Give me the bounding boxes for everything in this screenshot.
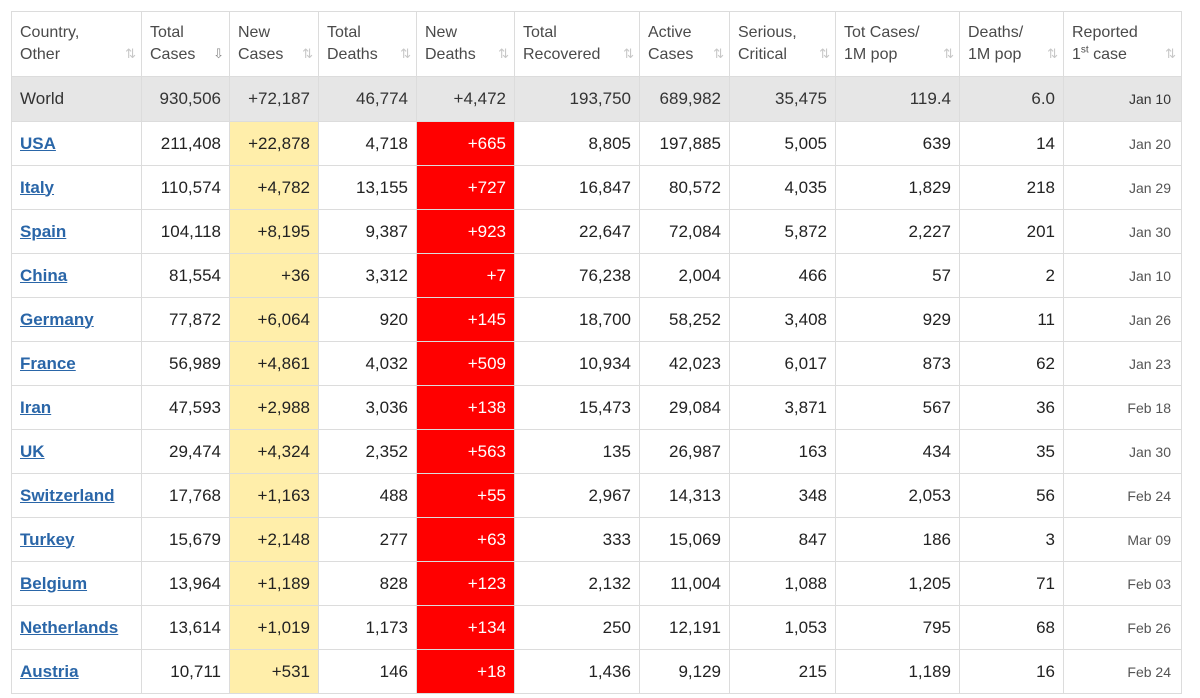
total-recovered: 250: [515, 606, 640, 650]
cases-per-million: 119.4: [836, 77, 960, 122]
active-cases: 14,313: [640, 474, 730, 518]
new-cases: +1,019: [230, 606, 319, 650]
reported-first-case: Jan 20: [1064, 122, 1182, 166]
table-row: [12, 166, 1182, 210]
total-cases: 17,768: [142, 474, 230, 518]
serious-critical: 847: [730, 518, 836, 562]
total-recovered: 16,847: [515, 166, 640, 210]
total-cases: 15,679: [142, 518, 230, 562]
active-cases: 11,004: [640, 562, 730, 606]
total-cases: 930,506: [142, 77, 230, 122]
active-cases: 9,129: [640, 650, 730, 694]
deaths-per-million: 14: [960, 122, 1064, 166]
country-link[interactable]: France: [20, 353, 76, 373]
total-cases: 211,408: [142, 122, 230, 166]
total-cases: 29,474: [142, 430, 230, 474]
sort-icon[interactable]: ⇅: [623, 47, 632, 62]
reported-first-case: Feb 26: [1064, 606, 1182, 650]
reported-first-case: Jan 30: [1064, 430, 1182, 474]
new-deaths: +563: [417, 430, 515, 474]
deaths-per-million: 3: [960, 518, 1064, 562]
active-cases: 29,084: [640, 386, 730, 430]
serious-critical: 5,872: [730, 210, 836, 254]
deaths-per-million: 201: [960, 210, 1064, 254]
active-cases: 197,885: [640, 122, 730, 166]
new-cases: +531: [230, 650, 319, 694]
sort-icon[interactable]: ⇅: [1165, 47, 1174, 62]
serious-critical: 3,408: [730, 298, 836, 342]
new-cases: +1,163: [230, 474, 319, 518]
country-link[interactable]: USA: [20, 133, 56, 153]
serious-critical: 215: [730, 650, 836, 694]
country-cell: [12, 386, 142, 430]
total-cases: 56,989: [142, 342, 230, 386]
cases-per-million: 434: [836, 430, 960, 474]
new-deaths: +55: [417, 474, 515, 518]
header-reported-first-case[interactable]: Reported 1st case ⇅: [1064, 12, 1182, 77]
serious-critical: 1,088: [730, 562, 836, 606]
country-link[interactable]: UK: [20, 441, 45, 461]
total-deaths: 4,718: [319, 122, 417, 166]
total-deaths: 920: [319, 298, 417, 342]
table-row: [12, 122, 1182, 166]
total-recovered: 15,473: [515, 386, 640, 430]
total-recovered: 8,805: [515, 122, 640, 166]
table-row: [12, 254, 1182, 298]
deaths-per-million: 68: [960, 606, 1064, 650]
country-link[interactable]: Italy: [20, 177, 55, 197]
total-deaths: 9,387: [319, 210, 417, 254]
sort-icon[interactable]: ⇅: [498, 47, 507, 62]
new-deaths: +63: [417, 518, 515, 562]
country-link[interactable]: Spain: [20, 221, 67, 241]
country-cell: [12, 606, 142, 650]
new-cases: +2,988: [230, 386, 319, 430]
reported-first-case: Jan 30: [1064, 210, 1182, 254]
table-row: [12, 518, 1182, 562]
country-cell: [12, 430, 142, 474]
header-deaths-per-million[interactable]: Deaths/ 1M pop ⇅: [960, 12, 1064, 77]
reported-first-case: Jan 23: [1064, 342, 1182, 386]
cases-per-million: 57: [836, 254, 960, 298]
sort-desc-icon[interactable]: ⇩: [213, 47, 222, 62]
active-cases: 689,982: [640, 77, 730, 122]
active-cases: 26,987: [640, 430, 730, 474]
new-cases: +4,861: [230, 342, 319, 386]
reported-first-case: Mar 09: [1064, 518, 1182, 562]
total-recovered: 135: [515, 430, 640, 474]
total-recovered: 76,238: [515, 254, 640, 298]
cases-per-million: 2,053: [836, 474, 960, 518]
total-recovered: 22,647: [515, 210, 640, 254]
total-deaths: 277: [319, 518, 417, 562]
table-row: [12, 562, 1182, 606]
country-link[interactable]: China: [20, 265, 68, 285]
new-deaths: +18: [417, 650, 515, 694]
total-deaths: 488: [319, 474, 417, 518]
active-cases: 15,069: [640, 518, 730, 562]
table-row: [12, 474, 1182, 518]
serious-critical: 163: [730, 430, 836, 474]
new-deaths: +665: [417, 122, 515, 166]
country-cell: [12, 474, 142, 518]
cases-per-million: 186: [836, 518, 960, 562]
country-link[interactable]: Austria: [20, 661, 79, 681]
new-cases: +72,187: [230, 77, 319, 122]
table-row: [12, 430, 1182, 474]
serious-critical: 4,035: [730, 166, 836, 210]
cases-per-million: 2,227: [836, 210, 960, 254]
country-link[interactable]: Switzerland: [20, 485, 115, 505]
deaths-per-million: 16: [960, 650, 1064, 694]
total-cases: 13,964: [142, 562, 230, 606]
country-cell: [12, 518, 142, 562]
country-name: World: [12, 77, 142, 122]
total-cases: 110,574: [142, 166, 230, 210]
new-deaths: +134: [417, 606, 515, 650]
sort-icon[interactable]: ⇅: [713, 47, 722, 62]
cases-per-million: 929: [836, 298, 960, 342]
cases-per-million: 1,189: [836, 650, 960, 694]
covid-table-container: [11, 11, 1181, 694]
new-cases: +36: [230, 254, 319, 298]
active-cases: 80,572: [640, 166, 730, 210]
header-active-cases[interactable]: Active Cases ⇅: [640, 12, 730, 77]
serious-critical: 5,005: [730, 122, 836, 166]
total-cases: 104,118: [142, 210, 230, 254]
new-deaths: +145: [417, 298, 515, 342]
world-total-row: [12, 77, 1182, 122]
serious-critical: 348: [730, 474, 836, 518]
header-total-cases[interactable]: Total Cases ⇩: [142, 12, 230, 77]
header-new-cases[interactable]: New Cases ⇅: [230, 12, 319, 77]
header-total-deaths[interactable]: Total Deaths ⇅: [319, 12, 417, 77]
serious-critical: 466: [730, 254, 836, 298]
header-row: [12, 12, 1182, 77]
total-recovered: 2,132: [515, 562, 640, 606]
active-cases: 72,084: [640, 210, 730, 254]
header-new-deaths[interactable]: New Deaths ⇅: [417, 12, 515, 77]
header-country[interactable]: Country, Other ⇅: [12, 12, 142, 77]
total-recovered: 18,700: [515, 298, 640, 342]
reported-first-case: Jan 26: [1064, 298, 1182, 342]
cases-per-million: 1,205: [836, 562, 960, 606]
total-recovered: 10,934: [515, 342, 640, 386]
deaths-per-million: 2: [960, 254, 1064, 298]
deaths-per-million: 218: [960, 166, 1064, 210]
total-deaths: 3,036: [319, 386, 417, 430]
country-cell: [12, 254, 142, 298]
active-cases: 12,191: [640, 606, 730, 650]
new-deaths: +7: [417, 254, 515, 298]
new-cases: +1,189: [230, 562, 319, 606]
reported-first-case: Feb 24: [1064, 650, 1182, 694]
sort-icon[interactable]: ⇅: [819, 47, 828, 62]
total-deaths: 146: [319, 650, 417, 694]
total-cases: 81,554: [142, 254, 230, 298]
total-recovered: 2,967: [515, 474, 640, 518]
table-row: [12, 650, 1182, 694]
reported-first-case: Jan 29: [1064, 166, 1182, 210]
cases-per-million: 873: [836, 342, 960, 386]
header-cases-per-million[interactable]: Tot Cases/ 1M pop ⇅: [836, 12, 960, 77]
sort-icon[interactable]: ⇅: [943, 47, 952, 62]
country-cell: [12, 210, 142, 254]
deaths-per-million: 6.0: [960, 77, 1064, 122]
cases-per-million: 567: [836, 386, 960, 430]
table-row: [12, 342, 1182, 386]
deaths-per-million: 56: [960, 474, 1064, 518]
serious-critical: 3,871: [730, 386, 836, 430]
table-row: [12, 298, 1182, 342]
new-cases: +8,195: [230, 210, 319, 254]
table-row: [12, 386, 1182, 430]
serious-critical: 1,053: [730, 606, 836, 650]
cases-per-million: 795: [836, 606, 960, 650]
total-cases: 13,614: [142, 606, 230, 650]
new-deaths: +4,472: [417, 77, 515, 122]
deaths-per-million: 71: [960, 562, 1064, 606]
total-cases: 10,711: [142, 650, 230, 694]
total-deaths: 828: [319, 562, 417, 606]
new-deaths: +923: [417, 210, 515, 254]
cases-per-million: 1,829: [836, 166, 960, 210]
serious-critical: 35,475: [730, 77, 836, 122]
new-cases: +4,324: [230, 430, 319, 474]
country-cell: [12, 562, 142, 606]
total-recovered: 333: [515, 518, 640, 562]
new-cases: +6,064: [230, 298, 319, 342]
total-cases: 77,872: [142, 298, 230, 342]
new-cases: +2,148: [230, 518, 319, 562]
total-deaths: 2,352: [319, 430, 417, 474]
reported-first-case: Feb 24: [1064, 474, 1182, 518]
header-total-recovered[interactable]: Total Recovered ⇅: [515, 12, 640, 77]
country-link[interactable]: Belgium: [20, 573, 88, 593]
reported-first-case: Jan 10: [1064, 254, 1182, 298]
total-deaths: 13,155: [319, 166, 417, 210]
country-link[interactable]: Iran: [20, 397, 52, 417]
covid-stats-table: [11, 11, 1182, 694]
table-row: [12, 210, 1182, 254]
deaths-per-million: 36: [960, 386, 1064, 430]
sort-icon[interactable]: ⇅: [125, 47, 134, 62]
total-deaths: 46,774: [319, 77, 417, 122]
cases-per-million: 639: [836, 122, 960, 166]
header-serious-critical[interactable]: Serious, Critical ⇅: [730, 12, 836, 77]
deaths-per-million: 11: [960, 298, 1064, 342]
reported-first-case: Feb 03: [1064, 562, 1182, 606]
table-row: [12, 606, 1182, 650]
sort-icon[interactable]: ⇅: [400, 47, 409, 62]
country-link[interactable]: Turkey: [20, 529, 75, 549]
sort-icon[interactable]: ⇅: [1047, 47, 1056, 62]
active-cases: 42,023: [640, 342, 730, 386]
sort-icon[interactable]: ⇅: [302, 47, 311, 62]
country-link[interactable]: Germany: [20, 309, 94, 329]
new-deaths: +509: [417, 342, 515, 386]
total-cases: 47,593: [142, 386, 230, 430]
new-cases: +4,782: [230, 166, 319, 210]
total-recovered: 193,750: [515, 77, 640, 122]
new-deaths: +138: [417, 386, 515, 430]
active-cases: 58,252: [640, 298, 730, 342]
country-link[interactable]: Netherlands: [20, 617, 119, 637]
deaths-per-million: 62: [960, 342, 1064, 386]
serious-critical: 6,017: [730, 342, 836, 386]
new-cases: +22,878: [230, 122, 319, 166]
reported-first-case: Jan 10: [1064, 77, 1182, 122]
total-deaths: 4,032: [319, 342, 417, 386]
deaths-per-million: 35: [960, 430, 1064, 474]
country-cell: [12, 166, 142, 210]
new-deaths: +727: [417, 166, 515, 210]
new-deaths: +123: [417, 562, 515, 606]
reported-first-case: Feb 18: [1064, 386, 1182, 430]
country-cell: [12, 650, 142, 694]
country-cell: [12, 298, 142, 342]
total-deaths: 1,173: [319, 606, 417, 650]
active-cases: 2,004: [640, 254, 730, 298]
total-deaths: 3,312: [319, 254, 417, 298]
country-cell: [12, 122, 142, 166]
total-recovered: 1,436: [515, 650, 640, 694]
country-cell: [12, 342, 142, 386]
